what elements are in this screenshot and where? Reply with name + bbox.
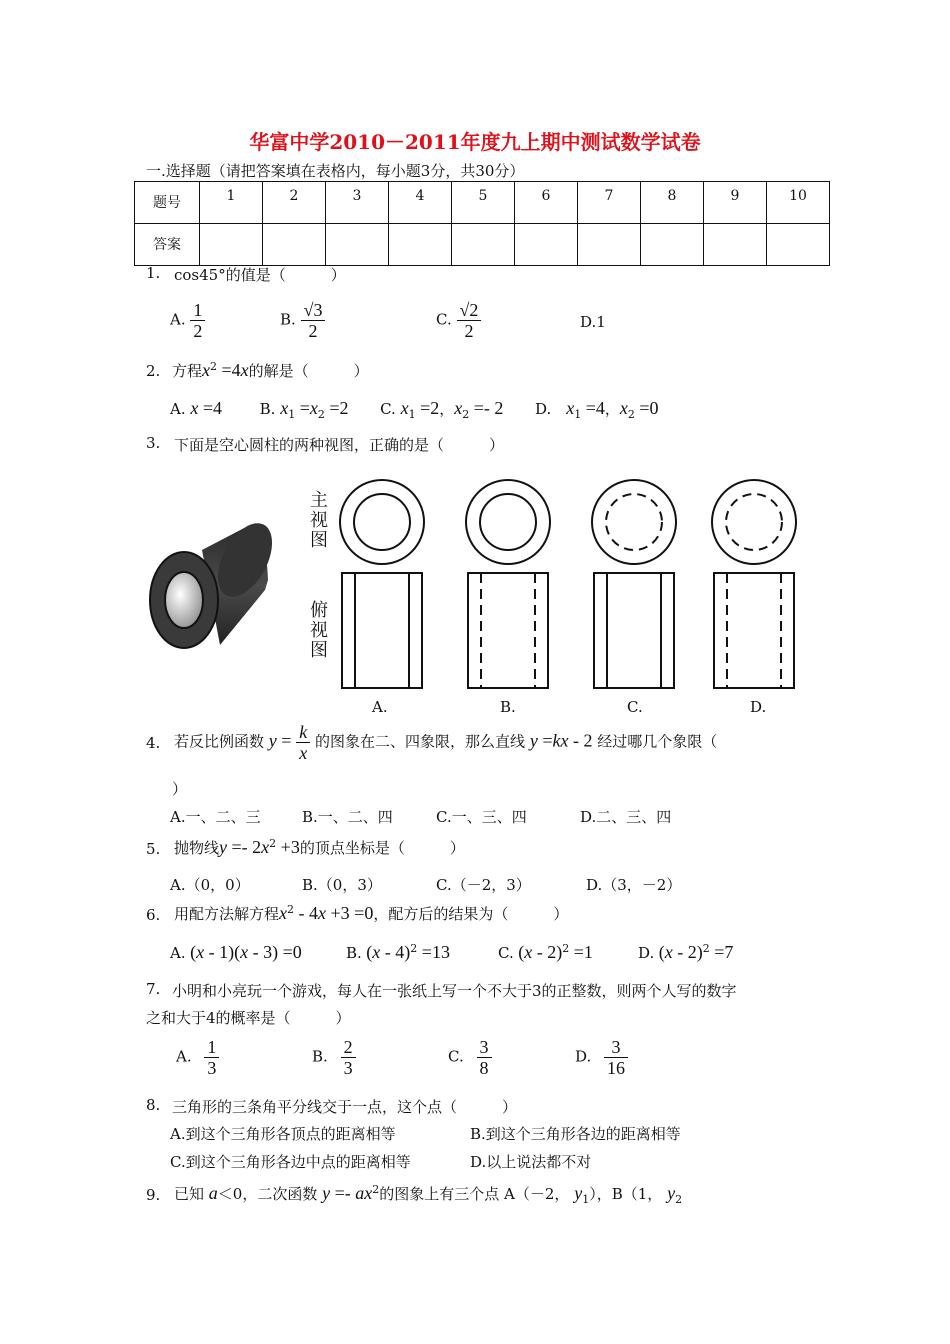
q6-option-a: A. (x - 1)(x - 3) =0 (170, 942, 302, 962)
cell: 3 (326, 182, 389, 224)
answer-cell[interactable] (452, 224, 515, 266)
cell: 6 (515, 182, 578, 224)
answer-cell[interactable] (200, 224, 263, 266)
option-d-views (712, 480, 796, 688)
q8-number: 8. (146, 1096, 161, 1114)
answer-cell[interactable] (641, 224, 704, 266)
answer-cell[interactable] (263, 224, 326, 266)
q4-option-d: D.二、三、四 (580, 808, 672, 826)
q8-option-d: D.以上说法都不对 (470, 1153, 592, 1171)
q7-option-c: C. $\frac{3}{8}$ (448, 1037, 492, 1078)
q5-option-a: A.（0，0） (170, 876, 250, 894)
q7-stem-cont: 之和大于4的概率是（ ） (146, 1009, 351, 1027)
q6-option-b: B. (x - 4)$^2$ =13 (346, 942, 450, 962)
q5-option-d: D.（3，－2） (586, 876, 682, 894)
q5-option-b: B.（0，3） (302, 876, 382, 894)
q3-option-c-label: C. (627, 698, 643, 716)
cell: 9 (704, 182, 767, 224)
q4-stem-cont: ） (172, 780, 188, 798)
hollow-cylinder-3d (150, 514, 283, 648)
answer-table (134, 181, 830, 266)
front-view-label: 主视图 (307, 490, 328, 550)
q4-stem: 若反比例函数 y = $\frac{k}{x}$ 的图象在二、四象限，那么直线 y =kx - 2 经过哪几个象限（ (174, 722, 718, 763)
q3-option-b-label: B. (500, 698, 516, 716)
q5-option-c: C.（－2，3） (436, 876, 531, 894)
q1-option-a: A. $\frac{1}{2}$ (170, 300, 205, 341)
q7-number: 7. (146, 980, 161, 998)
cell: 8 (641, 182, 704, 224)
q7-option-d: D. $\frac{3}{16}$ (575, 1037, 628, 1078)
table-row (135, 182, 830, 224)
q6-option-d: D. (x - 2)$^2$ =7 (638, 942, 734, 962)
q5-number: 5. (146, 840, 161, 858)
q8-option-a: A.到这个三角形各顶点的距离相等 (170, 1125, 396, 1143)
q7-stem: 小明和小亮玩一个游戏，每人在一张纸上写一个不大于3的正整数，则两个人写的数字 (172, 982, 737, 1000)
q1-option-c: C. $\frac{√2}{2}$ (436, 300, 481, 341)
cell: 5 (452, 182, 515, 224)
exam-title: 华富中学2010－2011年度九上期中测试数学试卷 (249, 130, 701, 154)
answer-cell[interactable] (704, 224, 767, 266)
cell: 10 (767, 182, 830, 224)
top-view-label: 俯视图 (307, 600, 328, 660)
row-label: 题号 (135, 182, 200, 224)
row-label: 答案 (135, 224, 200, 266)
q4-option-a: A.一、二、三 (170, 808, 261, 826)
cylinder-figure (140, 470, 820, 720)
q7-option-b: B. $\frac{2}{3}$ (312, 1037, 356, 1078)
answer-cell[interactable] (515, 224, 578, 266)
q2-options: A. x =4 B. $x_1 =x_2 =2$ C. $x_1 =2$，$x_2 =- 2$ D. $x_1 =4$，$x_2 =0$ (170, 398, 659, 421)
cell: 1 (200, 182, 263, 224)
q2-number: 2. (146, 362, 161, 380)
q3-stem: 下面是空心圆柱的两种视图，正确的是（ ） (174, 436, 505, 454)
cell: 2 (263, 182, 326, 224)
q8-option-b: B.到这个三角形各边的距离相等 (470, 1125, 681, 1143)
q3-option-a-label: A. (372, 698, 388, 716)
q4-option-b: B.一、二、四 (302, 808, 393, 826)
section-heading: 一.选择题（请把答案填在表格内，每小题3分，共30分） (146, 162, 525, 180)
q6-number: 6. (146, 906, 161, 924)
cell: 7 (578, 182, 641, 224)
answer-cell[interactable] (389, 224, 452, 266)
q5-stem: 抛物线$y =- 2x^2 +3$的顶点坐标是（ ） (174, 837, 465, 857)
option-a-views (340, 480, 424, 688)
q6-stem: 用配方法解方程$x^2 - 4x +3 =0$，配方后的结果为（ ） (174, 903, 569, 923)
q9-stem: 已知 a＜0，二次函数 $y =- ax^2$的图象上有三个点 A（－2， $y_1$），B（1， $y_2$ (174, 1183, 683, 1206)
q6-option-c: C. (x - 2)$^2$ =1 (498, 942, 593, 962)
q1-option-d: D.1 (580, 313, 606, 331)
q4-option-c: C.一、三、四 (436, 808, 527, 826)
answer-cell[interactable] (578, 224, 641, 266)
q1-number: 1. (146, 264, 161, 282)
table-row (135, 224, 830, 266)
q1-stem: cos45°的值是（ ） (174, 266, 346, 284)
q7-option-a: A. $\frac{1}{3}$ (176, 1037, 219, 1078)
option-b-views (466, 480, 550, 688)
q1-option-b: B. $\frac{√3}{2}$ (280, 300, 325, 341)
q2-stem: 方程$x^2 =4x$的解是（ ） (172, 360, 369, 380)
q3-number: 3. (146, 434, 161, 452)
q8-stem: 三角形的三条角平分线交于一点，这个点（ ） (172, 1098, 518, 1116)
q3-option-d-label: D. (750, 698, 767, 716)
q9-number: 9. (146, 1186, 161, 1204)
answer-cell[interactable] (767, 224, 830, 266)
cell: 4 (389, 182, 452, 224)
option-c-views (592, 480, 676, 688)
q8-option-c: C.到这个三角形各边中点的距离相等 (170, 1153, 411, 1171)
answer-cell[interactable] (326, 224, 389, 266)
q4-number: 4. (146, 734, 161, 752)
